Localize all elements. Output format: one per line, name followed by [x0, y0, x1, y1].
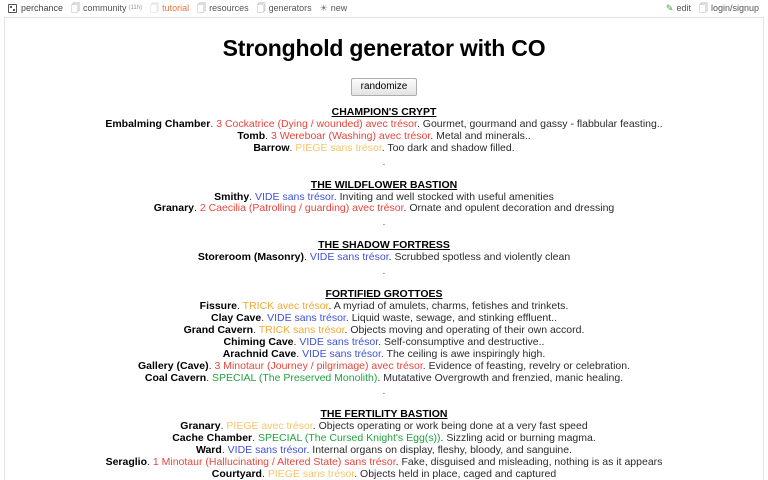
room-description: Scrubbed spotless and violently clean	[394, 251, 571, 264]
output-section	[5, 180, 763, 216]
community-count-badge: (11h)	[128, 5, 143, 11]
section-title: THE SHADOW FORTRESS	[318, 239, 450, 252]
nav-brand-label: perchance	[21, 3, 64, 13]
section-title: THE FERTILITY BASTION	[320, 408, 448, 421]
nav-item-edit[interactable]	[662, 0, 695, 17]
nav-item-generators-label: generators	[268, 3, 312, 13]
room-tag: VIDE sans trésor	[227, 444, 307, 457]
room-name: Arachnid Cave	[222, 347, 297, 360]
room-description: The ceiling is awe inspiringly high.	[386, 347, 546, 360]
section-title: THE WILDFLOWER BASTION	[310, 178, 458, 191]
section-separator: .	[382, 155, 386, 168]
room-tag: 2 Caecilia (Patrolling / guarding) avec trésor	[199, 202, 404, 215]
room-tag: 3 Minotaur (Journey / pilgrimage) avec trésor	[214, 359, 423, 372]
room-tag: PIEGE avec trésor	[226, 420, 313, 433]
book-icon	[257, 4, 266, 13]
pencil-icon: ✎	[665, 3, 674, 13]
room-name: Granary	[180, 420, 221, 433]
nav-item-new-label: new	[330, 3, 348, 13]
room-entry: Ward. VIDE sans trésor. Internal organs on display, fleshy, bloody, and sanguine.	[195, 444, 573, 457]
nav-item-resources[interactable]	[193, 0, 253, 17]
nav-item-login-signup-label: login/signup	[710, 3, 759, 13]
room-entry: Cache Chamber. SPECIAL (The Cursed Knight's Egg(s)). Sizzling acid or burning magma.	[172, 432, 596, 445]
room-entry: Chiming Cave. VIDE sans trésor. Self-consumptive and destructive..	[223, 335, 545, 348]
room-entry: Barrow. PIEGE sans trésor. Too dark and shadow filled.	[253, 141, 515, 154]
room-name: Seraglio	[105, 456, 148, 469]
book-icon	[71, 4, 80, 13]
section-separator: .	[382, 265, 386, 278]
room-name: Embalming Chamber	[105, 117, 211, 130]
room-entry: Seraglio. 1 Minotaur (Hallucinating / Altered State) sans trésor. Fake, disguised and misleading, nothing is as it appears	[105, 456, 663, 469]
room-entry: Fissure. TRICK avec trésor. A myriad of amulets, charms, fetishes and trinkets.	[199, 300, 569, 313]
room-name: Granary	[153, 202, 194, 215]
output-section	[5, 409, 763, 480]
room-tag: 3 Cockatrice (Dying / wounded) avec trésor	[216, 117, 417, 130]
room-tag: SPECIAL (The Cursed Knight's Egg(s))	[258, 432, 441, 445]
room-name: Coal Cavern	[144, 371, 207, 384]
room-name: Clay Cave	[211, 311, 262, 324]
room-description: Self-consumptive and destructive..	[383, 335, 545, 348]
room-description: Ornate and opulent decoration and dressing	[409, 202, 615, 215]
room-name: Smithy	[214, 190, 250, 203]
room-description: Inviting and well stocked with useful amenities	[339, 190, 554, 203]
room-description: Evidence of feasting, revelry or celebration.	[428, 359, 630, 372]
room-description: Too dark and shadow filled.	[387, 141, 515, 154]
room-name: Chiming Cave	[223, 335, 294, 348]
room-name: Barrow	[253, 141, 290, 154]
room-tag: PIEGE sans trésor	[267, 467, 355, 480]
room-tag: VIDE sans trésor	[309, 251, 389, 264]
book-icon	[699, 4, 708, 13]
room-description: Metal and minerals..	[436, 129, 531, 142]
room-description: Liquid waste, sewage, and stinking effluent..	[351, 311, 557, 324]
room-tag: 3 Wereboar (Washing) avec trésor	[270, 129, 431, 142]
nav-item-community[interactable]	[67, 0, 146, 17]
room-tag: VIDE sans trésor	[299, 335, 379, 348]
output-section	[5, 289, 763, 384]
room-name: Storeroom (Masonry)	[197, 251, 304, 264]
perchance-logo-icon	[8, 4, 17, 13]
nav-item-edit-label: edit	[676, 3, 691, 13]
generator-panel	[4, 17, 764, 480]
room-entry: Smithy. VIDE sans trésor. Inviting and well stocked with useful amenities	[214, 190, 554, 203]
room-name: Gallery (Cave)	[137, 359, 209, 372]
room-name: Courtyard	[211, 467, 262, 480]
room-entry: Storeroom (Masonry). VIDE sans trésor. Scrubbed spotless and violently clean	[197, 251, 571, 264]
room-description: A myriad of amulets, charms, fetishes and trinkets.	[333, 300, 569, 313]
room-entry: Tomb. 3 Wereboar (Washing) avec trésor. Metal and minerals..	[237, 129, 531, 142]
room-tag: SPECIAL (The Preserved Monolith)	[212, 371, 378, 384]
top-navigation-bar	[0, 0, 768, 17]
room-name: Fissure	[199, 300, 238, 313]
room-entry: Gallery (Cave). 3 Minotaur (Journey / pilgrimage) avec trésor. Evidence of feasting, revelry or celebration.	[137, 359, 630, 372]
randomize-button[interactable]: randomize	[351, 78, 418, 96]
room-description: Objects held in place, caged and captured	[360, 467, 557, 480]
room-name: Grand Cavern	[183, 323, 254, 336]
room-description: Sizzling acid or burning magma.	[446, 432, 596, 445]
room-description: Objects operating or work being done at a very fast speed	[318, 420, 588, 433]
room-description: Mutatative Overgrowth and frenzied, manic healing.	[383, 371, 624, 384]
section-separator: .	[382, 385, 386, 398]
room-description: Objects moving and operating of their own accord.	[350, 323, 585, 336]
nav-item-community-label: community	[83, 3, 127, 13]
room-entry: Granary. 2 Caecilia (Patrolling / guarding) avec trésor. Ornate and opulent decoration and dressing	[153, 202, 615, 215]
nav-item-login-signup[interactable]	[695, 0, 763, 17]
room-tag: VIDE sans trésor	[267, 311, 346, 324]
room-name: Cache Chamber	[172, 432, 253, 445]
room-name: Tomb	[237, 129, 266, 142]
room-description: Internal organs on display, fleshy, bloody, and sanguine.	[312, 444, 573, 457]
room-entry: Granary. PIEGE avec trésor. Objects operating or work being done at a very fast speed	[180, 420, 588, 433]
nav-right-group	[662, 0, 763, 17]
room-tag: VIDE sans trésor	[302, 347, 381, 360]
nav-item-tutorial[interactable]	[146, 0, 193, 17]
room-description: Fake, disguised and misleading, nothing is as it appears	[401, 456, 663, 469]
generator-output	[5, 107, 763, 480]
section-gap	[5, 169, 763, 180]
nav-left-group	[5, 0, 351, 17]
room-tag: PIEGE sans trésor	[295, 141, 382, 154]
room-entry: Courtyard. PIEGE sans trésor. Objects held in place, caged and captured	[211, 467, 557, 480]
room-entry: Arachnid Cave. VIDE sans trésor. The ceiling is awe inspiringly high.	[222, 347, 546, 360]
room-entry: Grand Cavern. TRICK sans trésor. Objects moving and operating of their own accord.	[183, 323, 585, 336]
nav-item-tutorial-label: tutorial	[162, 3, 190, 13]
section-title: FORTIFIED GROTTOES	[325, 288, 443, 301]
book-icon	[197, 4, 206, 13]
page-title: Stronghold generator with CO	[222, 35, 546, 61]
room-tag: VIDE sans trésor	[255, 190, 334, 203]
room-description: Gourmet, gourmand and gassy - flabbular feasting..	[422, 117, 663, 130]
randomize-button-wrapper	[5, 76, 763, 96]
book-icon	[150, 4, 159, 13]
output-section	[5, 107, 763, 155]
room-tag: TRICK avec trésor	[242, 300, 329, 313]
section-separator: .	[382, 216, 386, 229]
globe-icon: ☀	[319, 3, 328, 13]
nav-item-resources-label: resources	[209, 3, 249, 13]
room-tag: 1 Minotaur (Hallucinating / Altered State) sans trésor	[152, 456, 396, 469]
room-entry: Clay Cave. VIDE sans trésor. Liquid waste, sewage, and stinking effluent..	[211, 311, 557, 324]
output-section	[5, 240, 763, 264]
room-entry: Coal Cavern. SPECIAL (The Preserved Monolith). Mutatative Overgrowth and frenzied, manic healing.	[144, 371, 624, 384]
nav-brand-perchance[interactable]	[5, 0, 67, 17]
room-tag: TRICK sans trésor	[258, 323, 345, 336]
section-title: CHAMPION'S CRYPT	[331, 106, 437, 118]
nav-item-generators[interactable]	[253, 0, 316, 17]
room-entry: Embalming Chamber. 3 Cockatrice (Dying / wounded) avec trésor. Gourmet, gourmand and gassy - flabbular feasting..	[105, 117, 663, 130]
nav-item-new[interactable]	[316, 0, 352, 17]
room-name: Ward	[195, 444, 222, 457]
